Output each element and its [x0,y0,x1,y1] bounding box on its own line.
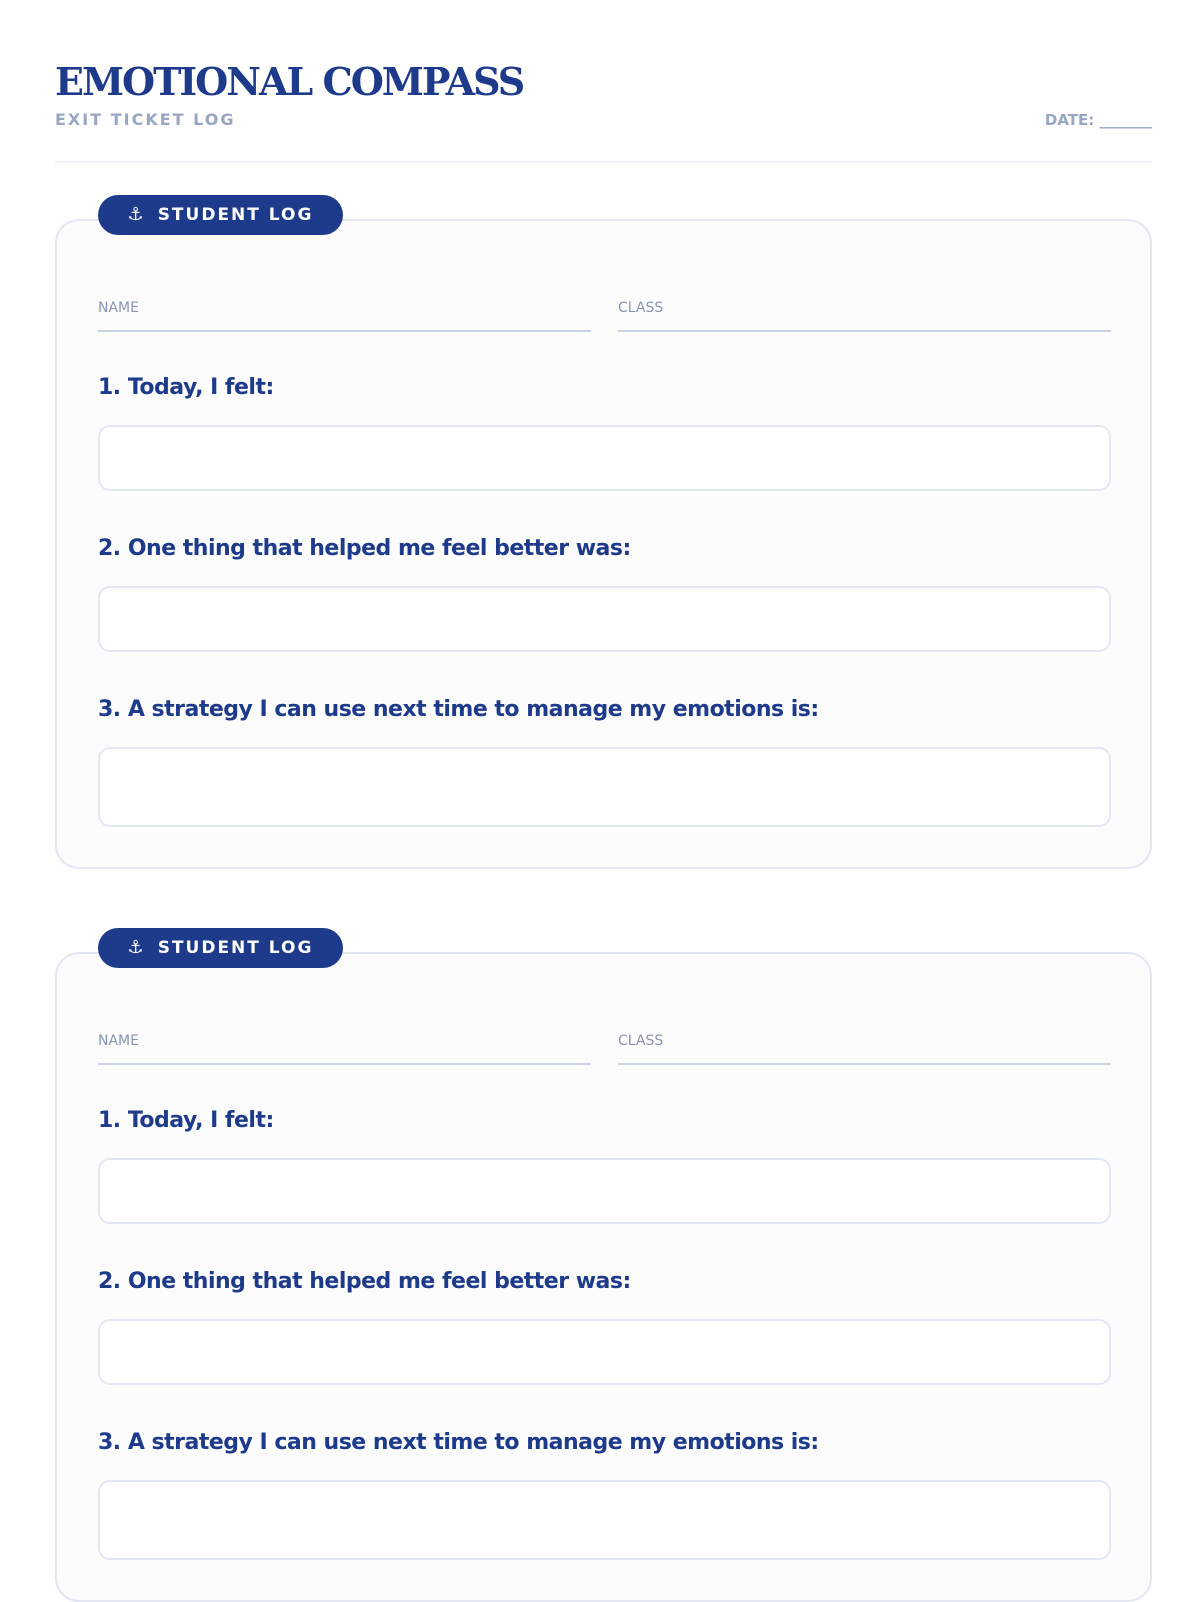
class-label: CLASS [618,1033,664,1049]
badge-label: STUDENT LOG [157,205,314,225]
page-header [55,58,1152,163]
page-subtitle: EXIT TICKET LOG [55,110,236,129]
class-label: CLASS [618,300,664,316]
student-log-card [55,937,1152,1602]
student-log-card [55,204,1152,869]
answer-box-2[interactable] [98,586,1111,652]
answer-box-1[interactable] [98,425,1111,491]
class-field[interactable] [618,1032,1111,1065]
answer-box-3[interactable] [98,1480,1111,1560]
student-log-badge [98,928,343,968]
name-label: NAME [98,300,139,316]
student-log-badge [98,195,343,235]
question-1: 1. Today, I felt: [98,375,274,400]
class-field[interactable] [618,299,1111,332]
badge-label: STUDENT LOG [157,938,314,958]
name-label: NAME [98,1033,139,1049]
question-2: 2. One thing that helped me feel better was: [98,1269,631,1294]
answer-box-2[interactable] [98,1319,1111,1385]
answer-box-1[interactable] [98,1158,1111,1224]
answer-box-3[interactable] [98,747,1111,827]
question-2: 2. One thing that helped me feel better was: [98,536,631,561]
anchor-icon: ⚓ [127,204,144,225]
question-3: 3. A strategy I can use next time to manage my emotions is: [98,697,819,722]
page-title: EMOTIONAL COMPASS [55,59,524,104]
date-field[interactable]: DATE: _______ [1044,111,1152,129]
question-3: 3. A strategy I can use next time to manage my emotions is: [98,1430,819,1455]
name-field[interactable] [98,299,591,332]
question-1: 1. Today, I felt: [98,1108,274,1133]
name-field[interactable] [98,1032,591,1065]
anchor-icon: ⚓ [127,937,144,958]
